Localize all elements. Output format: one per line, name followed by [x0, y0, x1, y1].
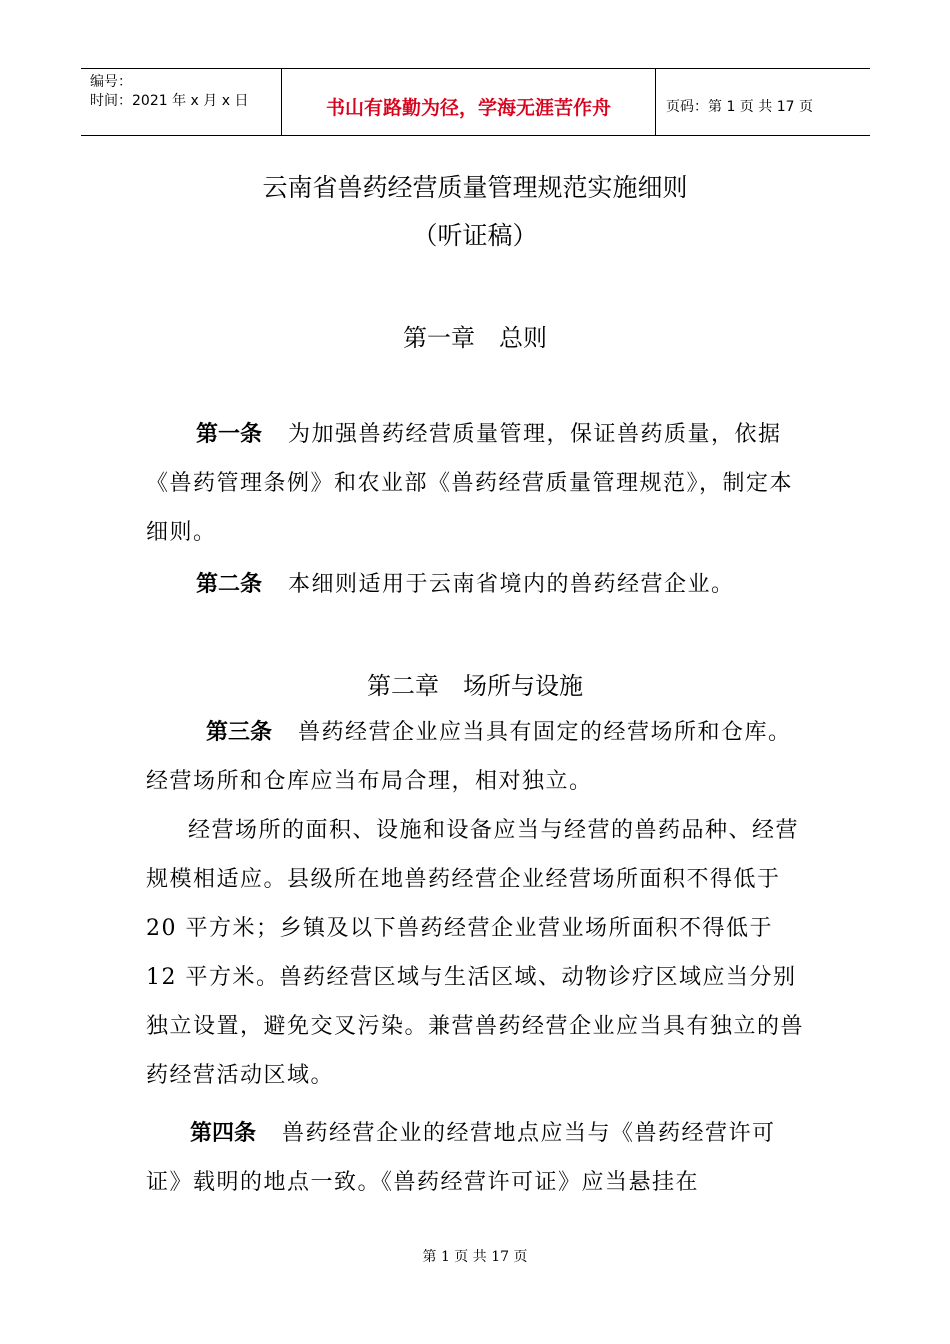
body-paragraph [146, 806, 806, 1100]
article-number: 第四条 [190, 1121, 257, 1146]
chapter-heading: 第一章 总则 [403, 324, 547, 352]
article-paragraph [146, 708, 806, 806]
header-time-label: 时间：2021 年 x 月 x 日 [90, 93, 249, 109]
article-paragraph [146, 560, 806, 609]
article-number: 第三条 [206, 720, 273, 745]
header-motto: 书山有路勤为径，学海无涯苦作舟 [325, 96, 611, 119]
header-page-info: 页码：第 1 页 共 17 页 [666, 99, 813, 115]
chapter-heading: 第二章 场所与设施 [367, 672, 583, 700]
document-subtitle: （听证稿） [412, 221, 538, 250]
header-meta [81, 69, 282, 135]
article-number: 第一条 [196, 422, 263, 447]
document-header [81, 68, 870, 136]
page-footer: 第 1 页 共 17 页 [422, 1249, 528, 1265]
article-text: 兽药经营企业应当具有固定的经营场所和仓库。经营场所和仓库应当布局合理，相对独立。 [146, 720, 792, 794]
article-text: 兽药经营企业的经营地点应当与《兽药经营许可证》载明的地点一致。《兽药经营许可证》应当悬挂在 [146, 1121, 776, 1195]
article-text: 为加强兽药经营质量管理，保证兽药质量，依据《兽药管理条例》和农业部《兽药经营质量管理规范》，制定本细则。 [146, 422, 794, 545]
article-text: 本细则适用于云南省境内的兽药经营企业。 [288, 572, 735, 597]
document-title: 云南省兽药经营质量管理规范实施细则 [262, 173, 688, 202]
header-number-label: 编号： [90, 74, 132, 90]
header-motto-cell [282, 69, 656, 135]
article-number: 第二条 [196, 572, 263, 597]
article-paragraph [146, 1109, 806, 1207]
header-page-info-cell [656, 69, 870, 135]
article-paragraph [146, 410, 806, 557]
paragraph-text: 经营场所的面积、设施和设备应当与经营的兽药品种、经营规模相适应。县级所在地兽药经营企业经营场所面积不得低于 20 平方米；乡镇及以下兽药经营企业营业场所面积不得低于 12 平方米。兽药经营区域与生活区域、动物诊疗区域应当分别独立设置，避免交叉污染。兼营兽药经营企业应当具有独立的兽药经营活动区域。 [146, 818, 805, 1088]
